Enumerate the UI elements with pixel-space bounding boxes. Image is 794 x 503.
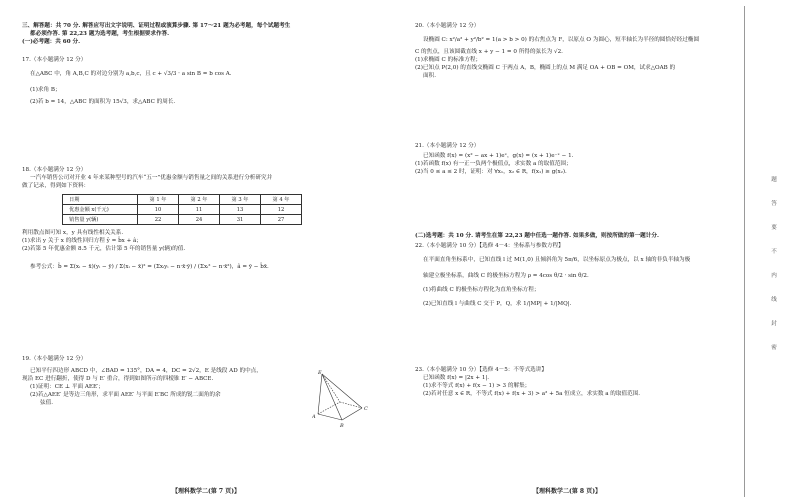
question-18-part-1: (1)求出 y 关于 x 的线性回归方程 ŷ = b̂x + â； [22,238,142,244]
section-3-heading [22,22,372,46]
table-cell: 优惠金额 x(千元) [63,205,138,215]
section-3-line-3: (一)必考题：共 60 分. [22,39,81,45]
sealing-line-strip [734,0,794,503]
table-cell: 10 [138,205,179,215]
question-19-part-1: (1)证明：CE ⊥ 平面 AEE′； [30,384,104,390]
question-18-part-2: (2)若第 5 年优惠金额 8.5 千元，估计第 5 年的销售量 y(辆)的值. [22,246,186,252]
question-17-stem: 在△ABC 中，角 A,B,C 的对边分别为 a,b,c，且 c + √3/3 · a sin B = b cos A. [30,71,232,77]
question-18-head: 18.（本小题满分 12 分） [22,167,87,173]
question-19-stem-1: 已知平行四边形 ABCD 中，∠BAD = 135°，DA = 4，DC = 2√2，E 是线段 AD 的中点， [30,368,262,374]
question-22-part-1: (1)将曲线 C 的极坐标方程化为直角坐标方程； [423,287,540,293]
table-cell: 销售量 y(辆) [63,215,138,225]
question-23-head: 23.（本小题满分 10 分）【选修 4－5：不等式选讲】 [415,367,547,373]
question-17-head: 17.（本小题满分 12 分） [22,57,87,63]
table-cell: 24 [179,215,220,225]
left-page-footer: 【理科数学二(第 7 页)】 [172,488,241,495]
question-21-part-2: (2)当 0 ≤ a ≤ 2 时，证明：对 ∀x₁，x₂ ∈ R，f(x₁) ≥ g(x₂). [415,169,567,175]
question-19-part-2: (2)若△AEE′ 是等边三角形，求平面 AEE′ 与平面 E′BC 所成的锐二面角的余 [30,392,221,398]
question-21-stem: 已知函数 f(x) = (x² − ax + 1)eˣ，g(x) = (x + 1)e⁻ˣ − 1. [423,153,574,159]
figure-label-b: B [340,423,344,428]
question-22-stem-1: 在平面直角坐标系中，已知直线 l 过 M(1,0) 且倾斜角为 5π/6，以坐标原点为极点，以 x 轴的非负半轴为极 [423,257,691,263]
table-row [63,205,302,215]
question-22-stem-2: 轴建立极坐标系，曲线 C 的极坐标方程为 ρ = 4cos θ/2 · sin θ/2. [423,273,589,279]
question-23 [415,366,715,398]
question-19-head: 19.（本小题满分 12 分） [22,356,87,362]
question-22-part-2: (2)已知直线 l 与曲线 C 交于 P，Q，求 1/|MP| + 1/|MQ|. [423,301,572,307]
table-cell: 22 [138,215,179,225]
seal-char: 密 [771,345,777,351]
question-18-stem-1: 一汽车销售公司对开业 4 年来某种型号的汽车“五一”优惠金额与销售量之间的关系进行分析研究并 [30,175,273,181]
table-cell: 第 1 年 [138,195,179,205]
question-20-part-2-cont: 面积. [423,73,436,79]
table-cell: 27 [261,215,302,225]
table-cell: 第 4 年 [261,195,302,205]
table-cell: 第 3 年 [220,195,261,205]
section-optional-heading [415,232,715,240]
question-18-stem-3: 利用散点图可知 x，y 具有线性相关关系. [22,230,124,236]
table-cell: 13 [220,205,261,215]
question-23-part-1: (1)求不等式 f(x) + f(x − 1) > 3 的解集； [423,383,531,389]
question-18 [22,166,372,271]
question-21-part-1: (1)若函数 f(x) 有一正一负两个极值点，求实数 a 的取值范围； [415,161,572,167]
question-19-part-2-cont: 弦值. [40,400,53,406]
seal-char: 题 [771,177,777,183]
sealing-line [744,6,745,497]
question-20-part-2: (2)已知点 P(2,0) 的直线交椭圆 C 于两点 A，B，椭圆上的点 M 满足 OA + OB = OM，试求△OAB 的 [415,65,676,71]
section-3-line-1: 三、解答题：共 70 分. 解答应写出文字说明、证明过程或演算步骤. 第 17～21 题为必考题，每个试题考生 [22,23,291,29]
question-22 [415,242,715,308]
question-17 [22,56,372,106]
right-page-footer: 【理科数学二(第 8 页)】 [533,488,602,495]
question-19-stem-2: 现沿 EC 进行翻折，使得 D 与 E′ 重合，得到如图所示的四棱锥 E′ − ABCE. [22,376,214,382]
table-row [63,215,302,225]
right-page [415,0,715,503]
question-21-head: 21.（本小题满分 12 分） [415,143,480,149]
seal-char: 不 [771,249,777,255]
figure-label-e: E [318,370,322,376]
optional-section-note: (二)选考题：共 10 分. 请考生在第 22,23 题中任选一题作答. 如果多做，则按所做的第一题计分. [415,233,659,239]
table-cell: 11 [179,205,220,215]
question-18-reference-formula: 参考公式：b̂ = Σ(xᵢ − x̄)(yᵢ − ȳ) / Σ(xᵢ − x̄)² = (Σxᵢyᵢ − n·x̄·ȳ) / (Σxᵢ² − n·x̄²)，â = ȳ − b̂x̄. [30,264,269,270]
pyramid-figure [312,368,372,428]
question-17-part-1: (1)求角 B； [30,87,61,93]
section-3-line-2: 都必须作答. 第 22,23 题为选考题，考生根据要求作答. [30,31,170,37]
seal-char: 要 [771,225,777,231]
question-23-stem: 已知函数 f(x) = |2x + 1|. [423,375,490,381]
question-22-head: 22.（本小题满分 10 分）【选修 4－4：坐标系与参数方程】 [415,243,564,249]
figure-label-c: C [364,406,368,412]
seal-char: 线 [771,297,777,303]
table-cell: 31 [220,215,261,225]
table-cell: 12 [261,205,302,215]
question-20-part-1: (1)求椭圆 C 的标准方程； [415,57,482,63]
question-17-part-2: (2)若 b = 14，△ABC 的面积为 15√3，求△ABC 的周长. [30,99,176,105]
question-20-head: 20.（本小题满分 12 分） [415,23,480,29]
question-18-stem-2: 做了记录，得到如下资料： [22,183,90,189]
question-18-table [62,194,302,225]
question-23-part-2: (2)若对任意 x ∈ R，不等式 f(x) + f(x + 3) > a² + 5a 恒成立，求实数 a 的取值范围. [423,391,641,397]
left-page [22,0,372,503]
table-cell: 第 2 年 [179,195,220,205]
seal-char: 答 [771,201,777,207]
seal-char: 内 [771,273,777,279]
question-21 [415,142,715,176]
figure-label-a: A [312,414,316,420]
seal-char: 封 [771,321,777,327]
table-cell: 日期 [63,195,138,205]
question-20 [415,22,715,80]
question-20-stem-2: C 的焦点，且该圆截直线 x + y − 1 = 0 所得的弦长为 √2. [415,49,563,55]
table-row [63,195,302,205]
question-20-stem-1: 设椭圆 C: x²/a² + y²/b² = 1(a > b > 0) 的右焦点为 F，以原点 O 为圆心，短半轴长为半径的圆恰好经过椭圆 [423,37,700,43]
